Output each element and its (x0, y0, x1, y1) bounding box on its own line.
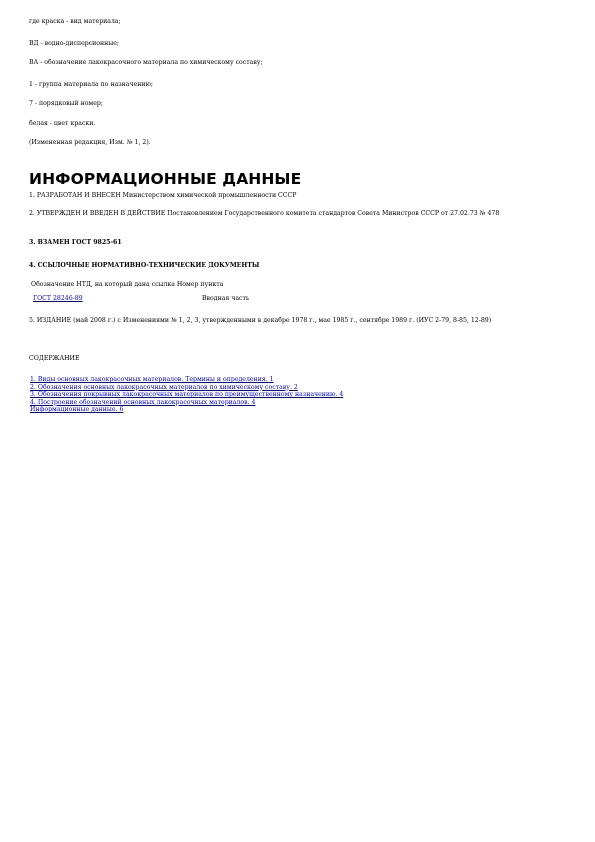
intro-line-va: ВА - обозначение лакокрасочного материала по химическому составу; (29, 59, 263, 66)
toc-link-info[interactable]: Информационные данные. 6 (30, 406, 124, 414)
toc-link-purpose[interactable]: 3. Обозначения покрывных лакокрасочных материалов по преимущественному назначению. 4 (30, 391, 344, 399)
toc-link-construction[interactable]: 4. Построение обозначений основных лакокрасочных материалов. 4 (30, 398, 256, 406)
reference-doc-link[interactable]: ГОСТ 28246-89 (33, 295, 83, 302)
intro-line-color: белая - цвет краски. (29, 120, 96, 127)
info-item-developed: 1. РАЗРАБОТАН И ВНЕСЕН Министерством химической промышленности СССР (29, 192, 297, 199)
intro-line-number: 7 - порядковый номер; (29, 100, 103, 107)
toc-link-chemical[interactable]: 2. Обозначения основных лакокрасочных материалов по химическому составу. 2 (30, 383, 298, 391)
references-header: Обозначение НТД, на который дана ссылка Номер пункта (31, 281, 224, 288)
reference-section: Вводная часть (202, 295, 250, 302)
intro-line-material-kind: где краска - вид материала; (29, 18, 121, 25)
info-item-references: 4. ССЫЛОЧНЫЕ НОРМАТИВНО-ТЕХНИЧЕСКИЕ ДОКУМЕНТЫ (29, 262, 260, 269)
info-item-approved: 2. УТВЕРЖДЕН И ВВЕДЕН В ДЕЙСТВИЕ Постановлением Государственного комитета стандартов Совета Министров СССР от 27.02.73 № 478 (29, 210, 500, 217)
intro-line-vd: ВД - водно-дисперсионные; (29, 40, 119, 47)
section-title: ИНФОРМАЦИОННЫЕ ДАННЫЕ (29, 170, 302, 189)
intro-line-revision: (Измененная редакция, Изм. № 1, 2). (29, 139, 151, 146)
table-of-contents (30, 376, 343, 414)
toc-title: СОДЕРЖАНИЕ (29, 355, 80, 362)
info-item-edition: 5. ИЗДАНИЕ (май 2008 г.) с Изменениями № 1, 2, 3, утвержденными в декабре 1978 г., мае 1985 г., сентябре 1989 г. (ИУС 2-79, 8-85, 12-89) (29, 317, 492, 324)
info-item-replaces: 3. ВЗАМЕН ГОСТ 9825-61 (29, 239, 122, 246)
intro-line-group: 1 - группа материала по назначению; (29, 81, 153, 88)
toc-link-types[interactable]: 1. Виды основных лакокрасочных материалов. Термины и определения. 1 (30, 376, 274, 383)
